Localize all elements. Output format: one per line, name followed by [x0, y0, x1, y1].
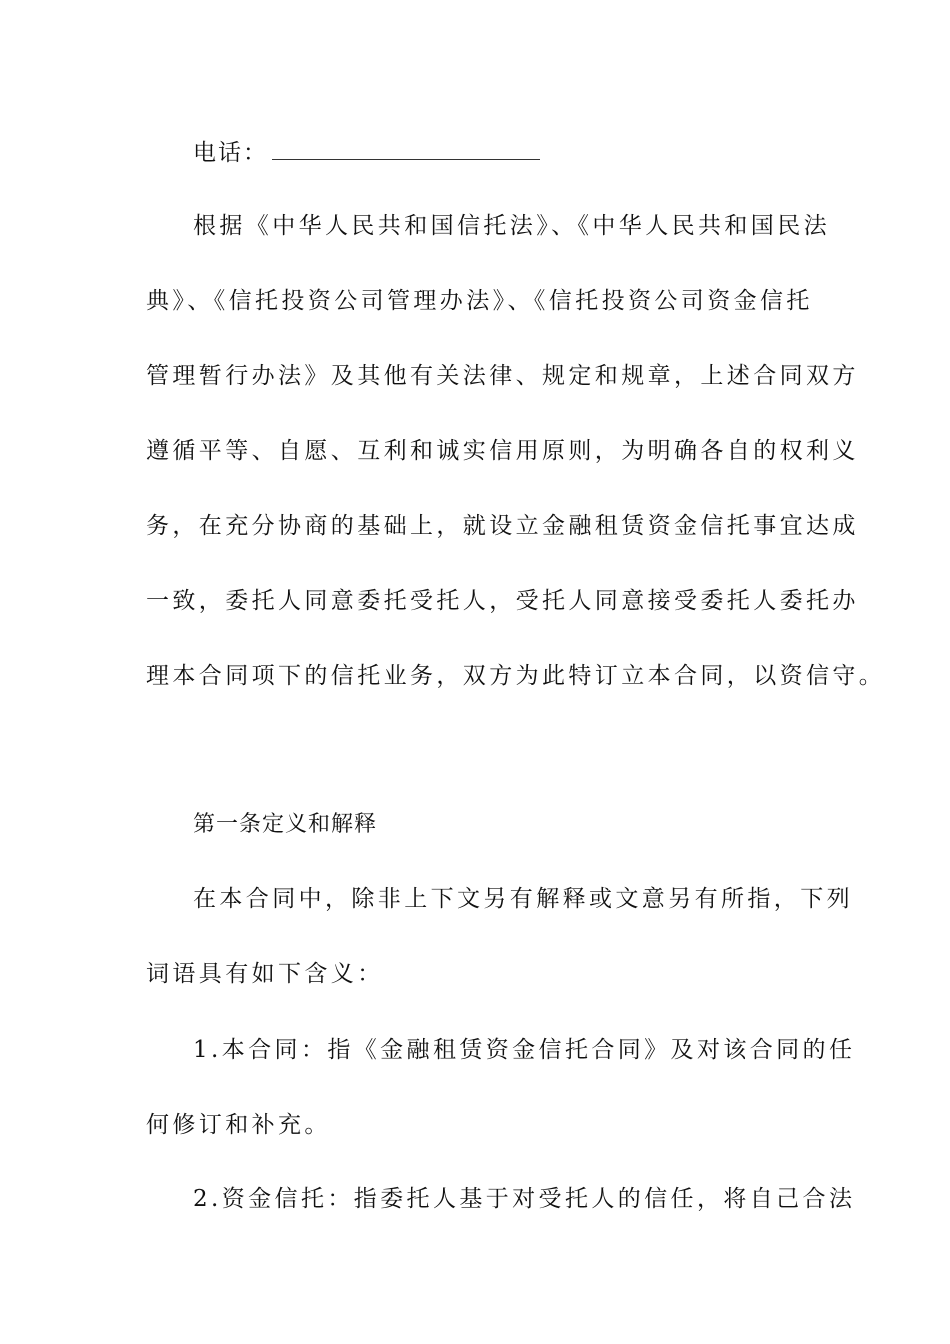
article-heading: 第一条定义和解释 [193, 812, 378, 837]
definition-line: 2.资金信托：指委托人基于对受托人的信任，将自己合法 [193, 1186, 856, 1212]
preamble-line: 根据《中华人民共和国信托法》、《中华人民共和国民法 [193, 213, 830, 239]
intro-line: 词语具有如下含义： [146, 961, 384, 987]
phone-blank-line [272, 139, 540, 160]
preamble-line: 务，在充分协商的基础上，就设立金融租赁资金信托事宜达成 [146, 513, 859, 539]
definition-line: 何修订和补充。 [146, 1112, 331, 1138]
intro-line: 在本合同中，除非上下文另有解释或文意另有所指，下列 [193, 886, 853, 912]
preamble-line: 一致，委托人同意委托受托人，受托人同意接受委托人委托办 [146, 588, 859, 614]
preamble-line: 管理暂行办法》及其他有关法律、规定和规章，上述合同双方 [146, 363, 859, 389]
preamble-line: 典》、《信托投资公司管理办法》、《信托投资公司资金信托 [146, 288, 813, 314]
definition-line: 1.本合同：指《金融租赁资金信托合同》及对该合同的任 [193, 1037, 856, 1063]
preamble-line: 遵循平等、自愿、互利和诚实信用原则，为明确各自的权利义 [146, 438, 859, 464]
phone-label: 电话： [193, 140, 268, 166]
phone-field [193, 138, 540, 168]
preamble-line: 理本合同项下的信托业务，双方为此特订立本合同，以资信守。 [146, 663, 886, 689]
